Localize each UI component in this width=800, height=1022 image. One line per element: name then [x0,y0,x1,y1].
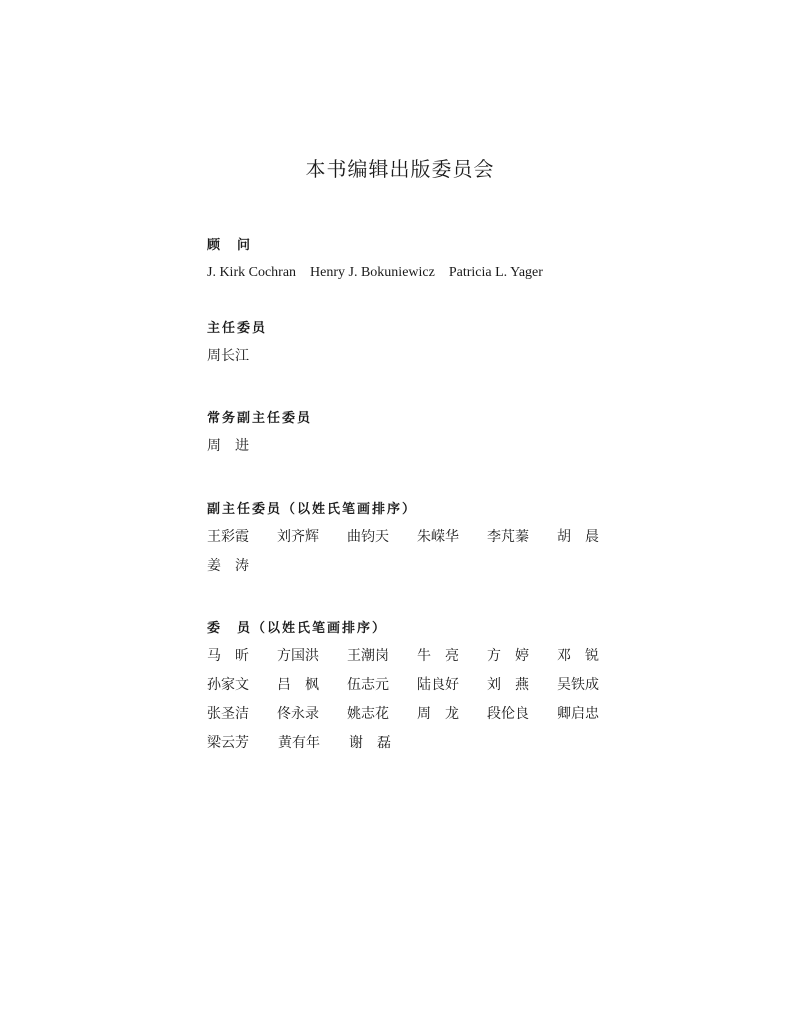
deputies-section [207,500,627,585]
person-name: 吴铁成 [557,677,599,693]
person-name: 刘 燕 [487,677,529,693]
name-row [207,527,627,556]
person-name: 黄有年 [278,735,320,751]
person-name: 佟永录 [277,706,319,722]
person-name: 陆良好 [417,677,459,693]
director-heading: 主任委员 [207,321,268,336]
name-row [207,646,627,675]
director-names [207,346,627,375]
page-title: 本书编辑出版委员会 [305,157,495,181]
name-row [207,346,627,375]
person-name: 吕 枫 [277,677,319,693]
person-name: 方 婷 [487,648,529,664]
person-name: 马 昕 [207,648,249,664]
person-name: 梁云芳 [207,735,249,751]
executive-deputy-section [207,409,627,465]
person-name: 李芃蓁 [487,529,529,545]
advisors-section [207,236,627,283]
person-name: 周 龙 [417,706,459,722]
person-name: 邓 锐 [557,648,599,664]
members-names [207,646,627,762]
person-name: 姚志花 [347,706,389,722]
person-name: 姜 涛 [207,558,249,574]
person-name: 周长江 [207,348,249,364]
person-name: 谢 磊 [349,735,391,751]
person-name: 卿启忠 [557,706,599,722]
name-row [207,556,627,585]
person-name: 胡 晨 [557,529,599,545]
advisors-names: J. Kirk Cochran Henry J. Bokuniewicz Patricia L. Yager [207,265,543,280]
person-name: 周 进 [207,438,249,454]
person-name: 张圣洁 [207,706,249,722]
person-name: 王潮岗 [347,648,389,664]
person-name: 孙家文 [207,677,249,693]
members-heading: 委 员（以姓氏笔画排序） [207,621,388,636]
executive-deputy-heading: 常务副主任委员 [207,411,313,426]
person-name: 朱嵘华 [417,529,459,545]
director-section [207,319,627,375]
deputies-heading: 副主任委员（以姓氏笔画排序） [207,502,418,517]
name-row [207,733,627,762]
deputies-names [207,527,627,585]
name-row [207,675,627,704]
name-row [207,704,627,733]
person-name: 段伦良 [487,706,529,722]
person-name: 刘齐辉 [277,529,319,545]
members-section [207,619,627,762]
advisors-heading: 顾 问 [207,238,253,253]
person-name: 牛 亮 [417,648,459,664]
executive-deputy-names [207,436,627,465]
name-row [207,436,627,465]
person-name: 方国洪 [277,648,319,664]
person-name: 伍志元 [347,677,389,693]
person-name: 王彩霞 [207,529,249,545]
person-name: 曲钧天 [347,529,389,545]
